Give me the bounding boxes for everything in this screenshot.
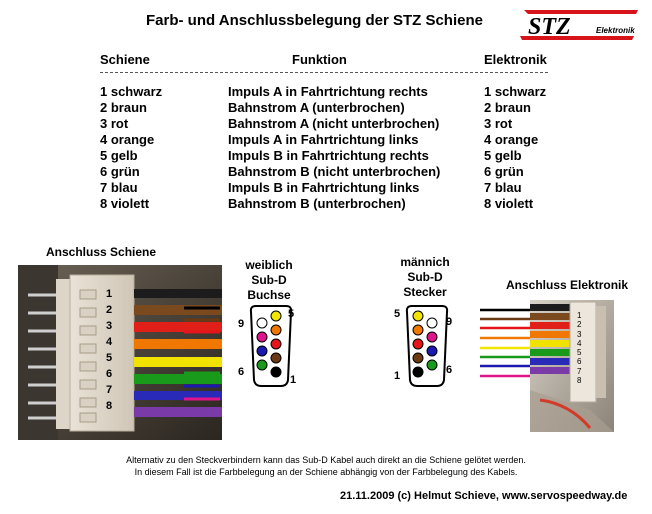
table-cell: 8 violett [100,196,150,211]
left-pin-numbers [106,286,112,414]
table-cell: Impuls B in Fahrtrichtung rechts [228,148,429,163]
pin-number: 1 [106,288,113,300]
pin-number: 8 [577,376,582,386]
label-line: Stecker [403,285,447,299]
table-cell: Impuls A in Fahrtrichtung links [228,132,419,147]
funktion-column [228,84,440,212]
table-cell: 3 rot [484,116,513,131]
table-cell: 4 orange [484,132,539,147]
table-cell: Bahnstrom B (nicht unterbrochen) [228,164,441,179]
table-cell: Bahnstrom B (unterbrochen) [228,196,406,211]
table-cell: 4 orange [100,132,155,147]
elektronik-column [484,84,546,212]
female-pin-1: 1 [290,374,297,386]
pin-number: 6 [106,368,113,380]
credit-line: 21.11.2009 (c) Helmut Schieve, www.servospeedway.de [340,490,628,502]
sub-d-male-label [390,255,460,300]
table-cell: Impuls A in Fahrtrichtung rechts [228,84,428,99]
table-cell: 5 gelb [100,148,138,163]
table-cell: Bahnstrom A (nicht unterbrochen) [228,116,440,131]
table-cell: 7 blau [484,180,522,195]
female-pin-6: 6 [238,366,245,378]
table-cell: Impuls B in Fahrtrichtung links [228,180,420,195]
pin-number: 4 [577,338,582,348]
stz-logo [518,6,644,44]
pin-number: 5 [106,352,113,364]
footnote-line: In diesem Fall ist die Farbbelegung an der Schiene abhängig von der Farbbelegung des Kabels. [134,467,518,477]
male-pin-9: 9 [446,316,453,328]
table-cell: 6 grün [484,164,524,179]
left-connector-label: Anschluss Schiene [46,245,157,259]
label-line: männich [400,255,450,269]
table-cell: 7 blau [100,180,138,195]
pin-number: 3 [106,320,113,332]
pin-number: 2 [577,320,582,330]
right-connector-label: Anschluss Elektronik [506,278,629,292]
column-header-schiene: Schiene [100,52,150,67]
table-cell: 8 violett [484,196,534,211]
table-cell: 2 braun [484,100,531,115]
table-cell: 3 rot [100,116,129,131]
female-pin-9: 9 [238,318,245,330]
label-line: Buchse [247,288,291,302]
pin-number: 8 [106,400,113,412]
table-cell: 1 schwarz [484,84,547,99]
table-cell: Bahnstrom A (unterbrochen) [228,100,405,115]
pin-number: 5 [577,348,582,358]
pin-number: 7 [577,366,582,376]
table-cell: 1 schwarz [100,84,163,99]
table-cell: 6 grün [100,164,140,179]
label-line: weiblich [245,258,293,272]
pin-number: 2 [106,304,113,316]
female-pin-5: 5 [288,308,295,320]
sub-d-female-label [234,258,304,303]
left-output-wires [184,300,220,404]
table-cell: 5 gelb [484,148,522,163]
male-pin-1: 1 [394,370,401,382]
pin-number: 3 [577,329,582,339]
schiene-column [100,84,162,212]
logo-sub-text: Elektronik [596,26,635,35]
pin-number: 1 [577,311,582,320]
header-divider [100,72,548,73]
male-pin-5: 5 [394,308,401,320]
pin-number: 4 [106,336,113,348]
column-header-funktion: Funktion [292,52,347,67]
logo-main-text: STZ [528,14,571,40]
footnote-line: Alternativ zu den Steckverbindern kann das Sub-D Kabel auch direkt an die Schiene gelötet werden. [126,455,526,465]
label-line: Sub-D [251,273,287,287]
right-connector-photo [530,300,614,432]
page-title: Farb- und Anschlussbelegung der STZ Schiene [146,12,483,29]
table-cell: 2 braun [100,100,147,115]
pin-number: 6 [577,357,582,367]
right-pin-numbers [577,311,581,385]
column-header-elektronik: Elektronik [484,52,547,67]
label-line: Sub-D [407,270,443,284]
right-input-wires [480,304,530,382]
pin-number: 7 [106,384,113,396]
footnote [0,454,652,478]
male-pin-6: 6 [446,364,453,376]
